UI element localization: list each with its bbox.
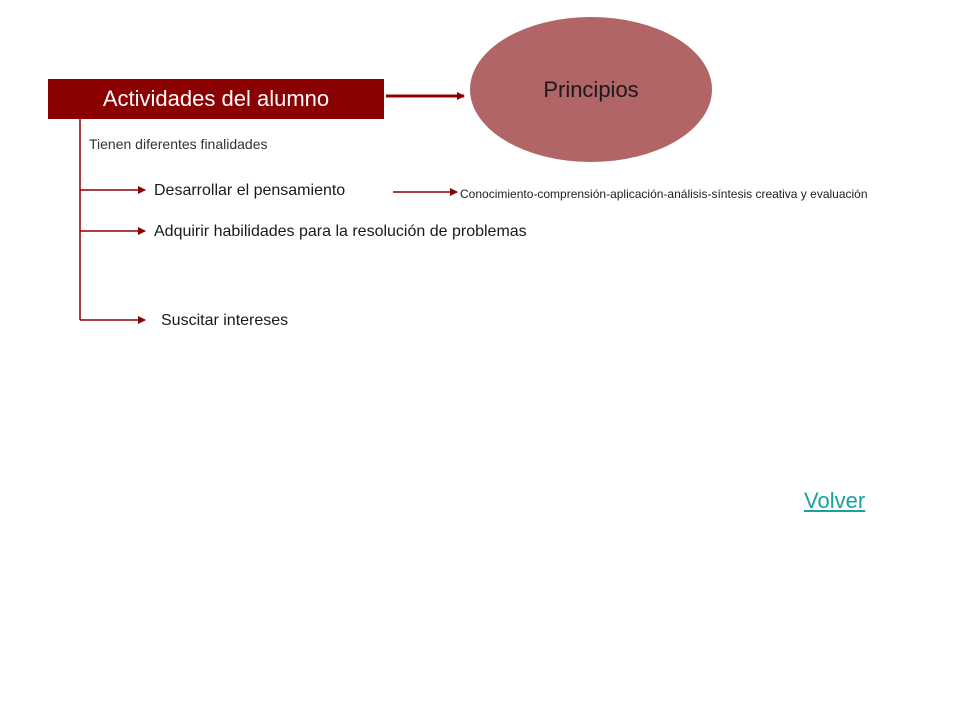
branch-label-2: Adquirir habilidades para la resolución de problemas: [154, 223, 527, 240]
subtitle-label: Tienen diferentes finalidades: [89, 136, 268, 152]
detail-label: Conocimiento-comprensión-aplicación-análisis-síntesis creativa y evaluación: [460, 187, 868, 201]
title-box: Actividades del alumno: [48, 79, 384, 119]
principios-ellipse[interactable]: Principios: [470, 17, 712, 162]
branch-label-3: Suscitar intereses: [161, 312, 289, 329]
volver-link[interactable]: Volver: [804, 488, 866, 513]
branch-label-1: Desarrollar el pensamiento: [154, 182, 346, 199]
